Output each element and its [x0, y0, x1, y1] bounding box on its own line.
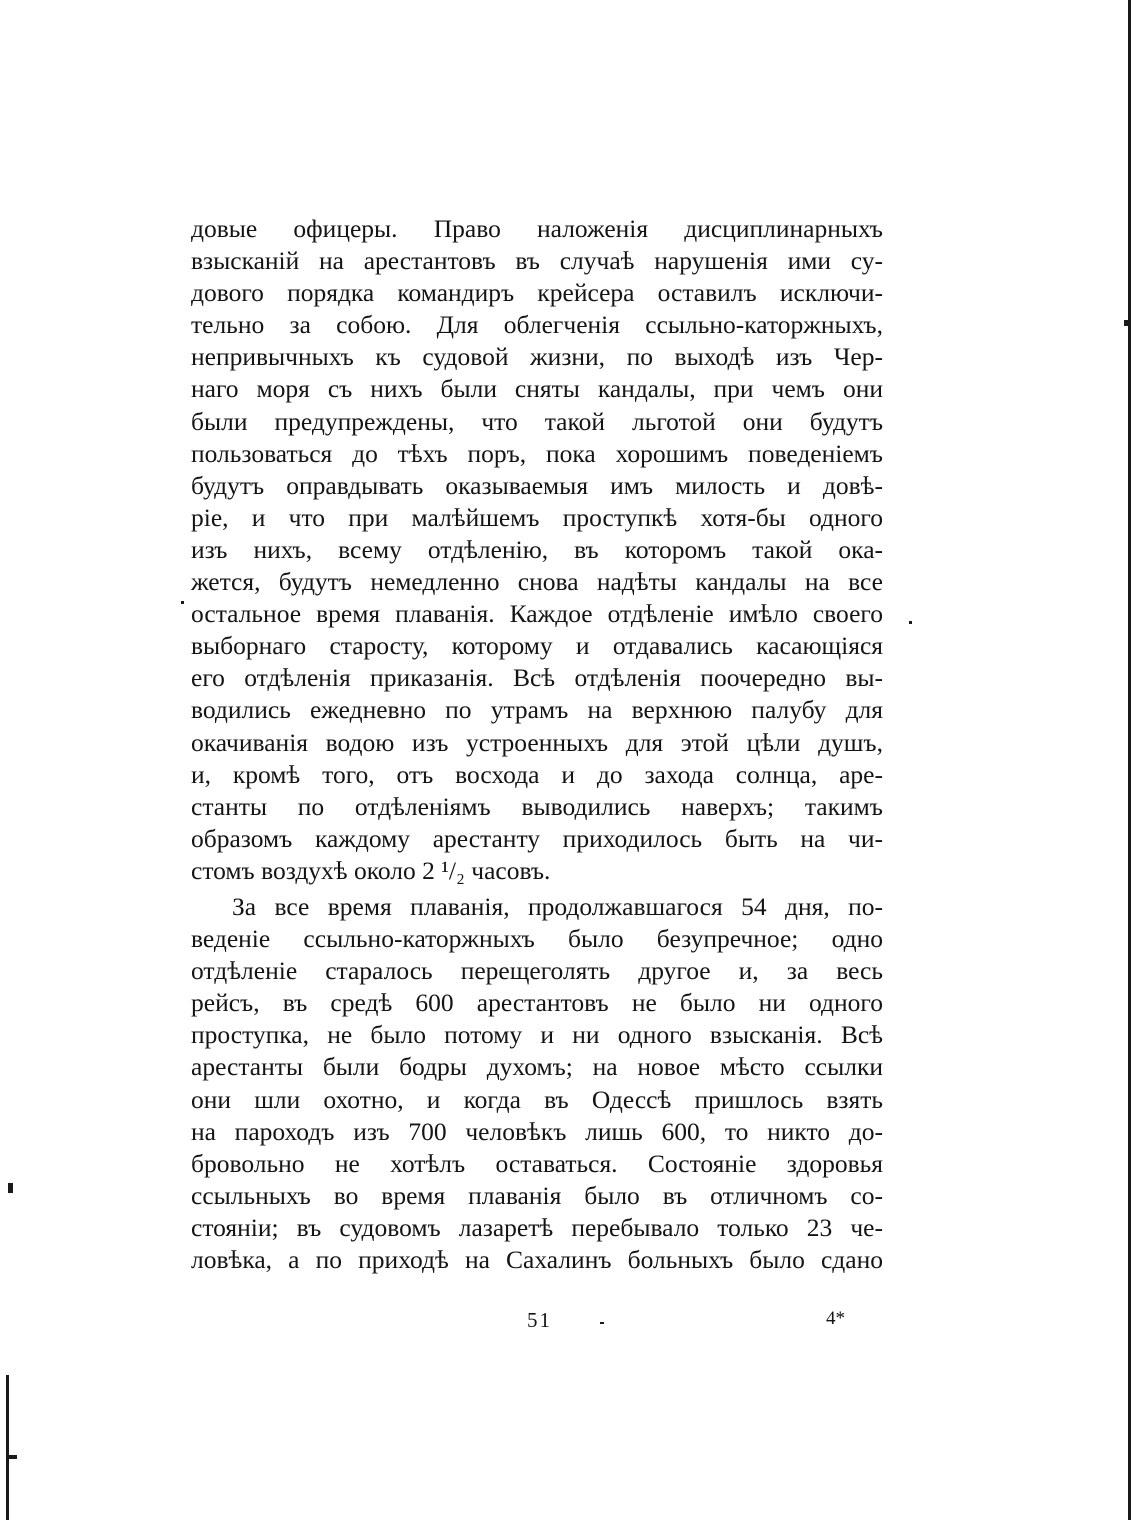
text-line: и, кромѣ того, отъ восхода и до захода солнца, аре- — [191, 759, 883, 789]
text-line: наго моря съ нихъ были сняты кандалы, при чемъ они — [191, 374, 883, 404]
text-line: окачиванія водою изъ устроенныхъ для этой цѣли душъ, — [191, 727, 883, 757]
body-text — [191, 213, 883, 1276]
scan-speck — [9, 1455, 17, 1459]
text-line: тельно за собою. Для облегченія ссыльно-каторжныхъ, — [191, 310, 883, 340]
scan-edge-line-left — [6, 1375, 9, 1520]
text-line: ріе, и что при малѣйшемъ проступкѣ хотя-бы одного — [191, 502, 883, 532]
page-number: 51 — [527, 1308, 552, 1332]
text-line: довые офицеры. Право наложенія дисциплинарныхъ — [191, 214, 883, 243]
scan-speck — [600, 1322, 604, 1324]
text-line: были предупреждены, что такой льготой они будутъ — [191, 406, 883, 436]
signature-mark: 4* — [826, 1308, 845, 1329]
text-line: образомъ каждому арестанту приходилось быть на чи- — [191, 823, 883, 853]
text-line: они шли охотно, и когда въ Одессѣ пришлось взять — [191, 1084, 883, 1114]
text-line: взысканій на арестантовъ въ случаѣ нарушенія ими су- — [191, 246, 883, 276]
scan-speck — [181, 601, 184, 604]
text-line: За все время плаванія, продолжавшагося 54 дня, по- — [232, 891, 883, 921]
text-line: остальное время плаванія. Каждое отдѣленіе имѣло своего — [191, 599, 883, 629]
text-line: жется, будутъ немедленно снова надѣты кандалы на все — [191, 567, 883, 597]
text-line: на пароходъ изъ 700 человѣкъ лишь 600, то никто до- — [191, 1116, 883, 1146]
text-line: ловѣка, а по приходѣ на Сахалинъ больныхъ было сдано — [191, 1245, 883, 1274]
text-line: выборнаго старосту, которому и отдавались касающіяся — [191, 631, 883, 661]
text-line: водились ежедневно по утрамъ на верхнюю палубу для — [191, 695, 883, 725]
text-line: рейсъ, въ средѣ 600 арестантовъ не было ни одного — [191, 988, 883, 1018]
scan-speck — [909, 621, 912, 624]
text-line: дового порядка командиръ крейсера оставилъ исключи- — [191, 278, 883, 308]
text-line: арестанты были бодры духомъ; на новое мѣсто ссылки — [191, 1052, 883, 1082]
scan-speck — [8, 1183, 13, 1193]
text-line: отдѣленіе старалось перещеголять другое и, за весь — [191, 956, 883, 986]
text-line: его отдѣленія приказанія. Всѣ отдѣленія поочередно вы- — [191, 663, 883, 693]
text-line: стомъ воздухѣ около 2 ¹/₂ часовъ. — [191, 855, 551, 885]
text-line: непривычныхъ къ судовой жизни, по выходѣ изъ Чер- — [191, 342, 883, 372]
text-line: веденіе ссыльно-каторжныхъ было безупречное; одно — [191, 924, 883, 954]
text-line: станты по отдѣленіямъ выводились наверхъ; такимъ — [191, 791, 883, 821]
text-line: пользоваться до тѣхъ поръ, пока хорошимъ поведеніемъ — [191, 438, 883, 468]
text-line: проступка, не было потому и ни одного взысканія. Всѣ — [191, 1020, 883, 1050]
text-line: бровольно не хотѣлъ оставаться. Состояніе здоровья — [191, 1148, 883, 1178]
text-line: изъ нихъ, всему отдѣленію, въ которомъ такой ока- — [191, 534, 883, 564]
text-line: ссыльныхъ во время плаванія было въ отличномъ со- — [191, 1180, 883, 1210]
scan-speck — [1124, 320, 1130, 326]
text-line: будутъ оправдывать оказываемыя имъ милость и довѣ- — [191, 470, 883, 500]
text-line: стояніи; въ судовомъ лазаретѣ перебывало только 23 че- — [191, 1212, 883, 1242]
scan-edge-line-right — [1128, 0, 1131, 1520]
